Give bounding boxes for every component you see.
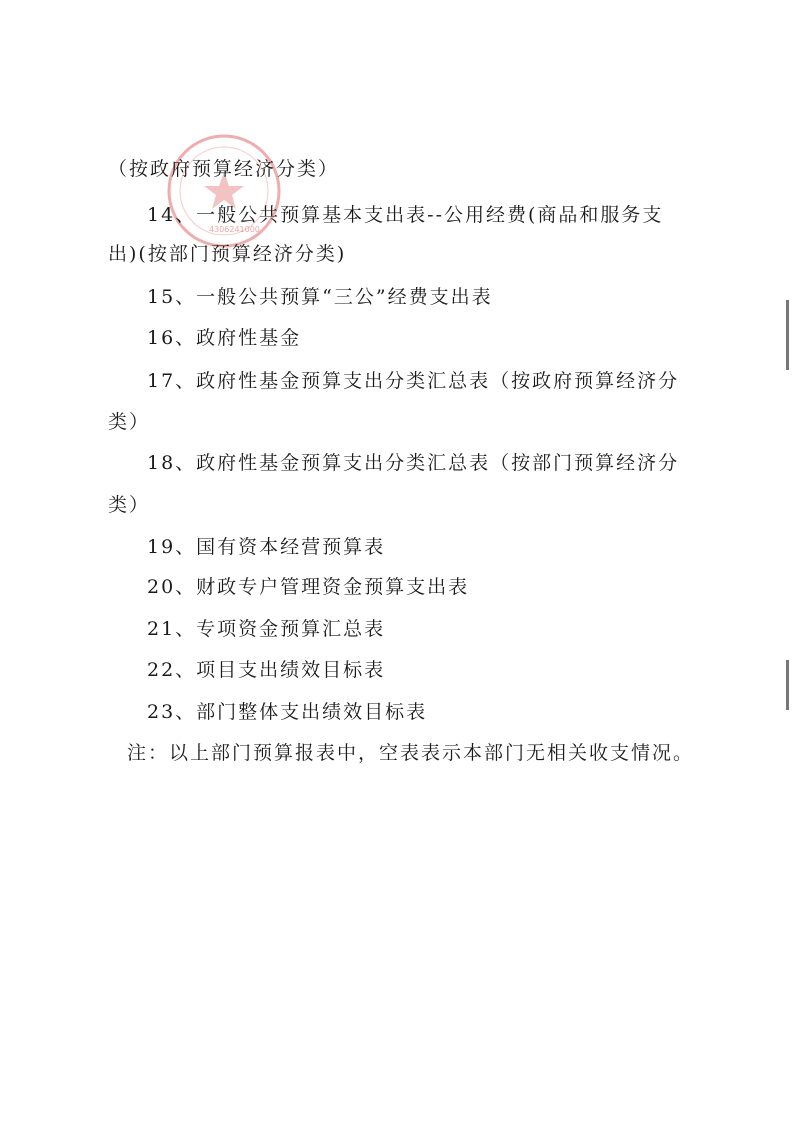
line-1: 14、一般公共预算基本支出表--公用经费(商品和服务支 <box>147 204 664 226</box>
line-8: 类） <box>108 494 151 516</box>
line-4: 16、政府性基金 <box>147 327 302 349</box>
line-9: 19、国有资本经营预算表 <box>147 536 386 558</box>
line-0: （按政府预算经济分类） <box>108 158 340 180</box>
line-3: 15、一般公共预算“三公”经费支出表 <box>147 286 493 308</box>
line-2: 出)(按部门预算经济分类) <box>108 243 347 265</box>
line-10: 20、财政专户管理资金预算支出表 <box>147 576 470 598</box>
line-12: 22、项目支出绩效目标表 <box>147 659 386 681</box>
line-13: 23、部门整体支出绩效目标表 <box>147 701 428 723</box>
line-11: 21、专项资金预算汇总表 <box>147 618 386 640</box>
scan-edge-mark <box>786 300 789 370</box>
svg-text:4306241000: 4306241000 <box>209 225 260 234</box>
official-seal-stamp <box>165 132 283 250</box>
scan-edge-mark <box>786 660 789 710</box>
line-14: 注：以上部门预算报表中，空表表示本部门无相关收支情况。 <box>127 742 695 764</box>
line-6: 类） <box>108 411 151 433</box>
line-7: 18、政府性基金预算支出分类汇总表（按部门预算经济分 <box>147 452 680 474</box>
line-5: 17、政府性基金预算支出分类汇总表（按政府预算经济分 <box>147 370 680 392</box>
